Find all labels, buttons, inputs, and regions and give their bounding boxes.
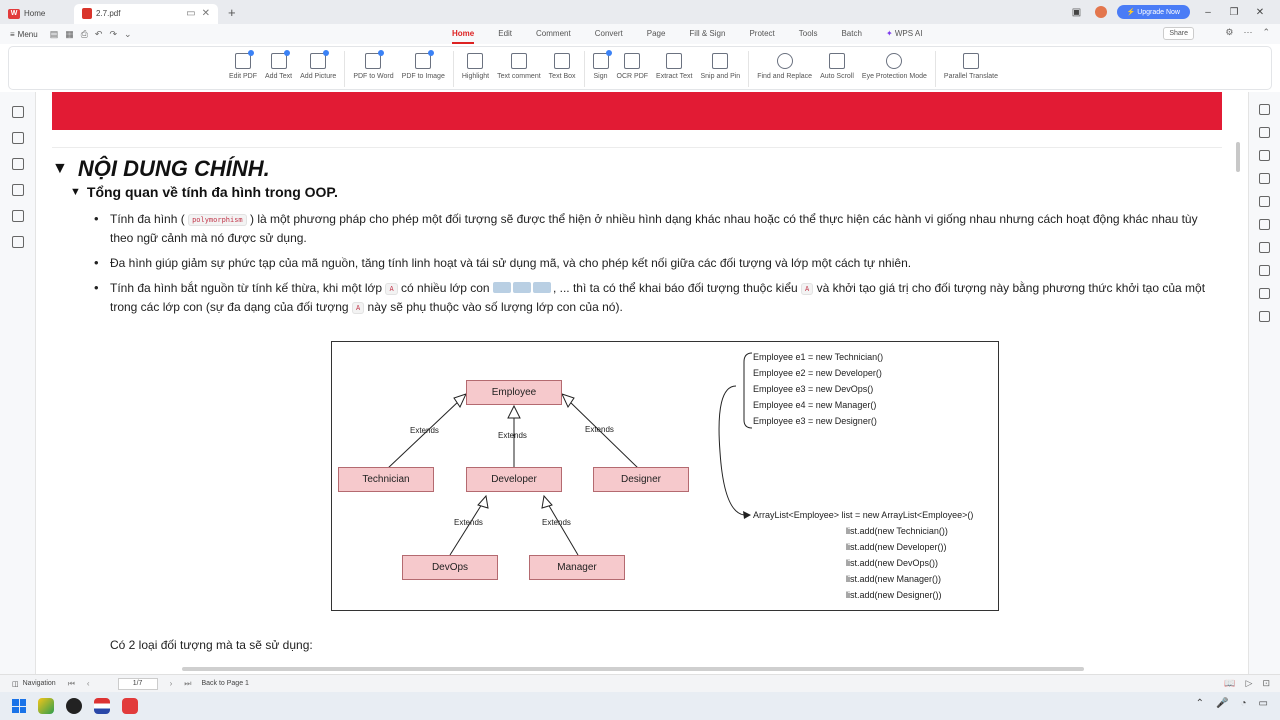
- arrowhead-technician: [454, 394, 466, 407]
- tab-restore-icon[interactable]: ▭: [186, 8, 196, 19]
- pdf-to-image-icon: [415, 53, 431, 69]
- ai-sparkle-icon: ✦: [885, 29, 893, 38]
- app-taskbar-icon[interactable]: [94, 698, 110, 714]
- wps-logo-icon: W: [8, 9, 20, 19]
- arrowhead-list: [743, 511, 751, 519]
- title-bar-right: [1069, 0, 1280, 24]
- find-replace-button[interactable]: [753, 51, 816, 80]
- tab-document-label: 2.7.pdf: [96, 9, 121, 18]
- tab-home[interactable]: [0, 4, 74, 24]
- ribbon-group-annotate: [454, 51, 585, 87]
- add-text-label: Add Text: [265, 73, 293, 80]
- divider: [52, 147, 1222, 148]
- menu-bar-right: [1225, 27, 1270, 38]
- edit-properties-icon[interactable]: [1259, 104, 1270, 115]
- code-line: Employee e3 = new DevOps(): [753, 384, 874, 394]
- ocr-icon: [624, 53, 640, 69]
- tab-page[interactable]: Page: [646, 29, 666, 38]
- bullet-list: [94, 210, 1224, 324]
- app-taskbar-icon[interactable]: [66, 698, 82, 714]
- back-to-page-link[interactable]: Back to Page 1: [201, 680, 249, 687]
- collapse-triangle-icon[interactable]: ▼: [70, 186, 81, 198]
- extract-text-button[interactable]: [652, 51, 696, 80]
- code-line: list.add(new Designer()): [846, 590, 942, 600]
- connector-devops: [450, 504, 482, 555]
- code-block-declarations: [753, 349, 883, 429]
- edit-pdf-label: Edit PDF: [229, 73, 258, 80]
- inline-code: polymorphism: [188, 214, 247, 226]
- text-run: Đa hình giúp giảm sự phức tạp của mã nguồn, tăng tính linh hoạt và tái sử dụng mã, và cho phép kết nối giữa các đối tượng và lớp một cách tự nhiên.: [110, 256, 912, 270]
- sign-label: Sign: [593, 73, 608, 80]
- wifi-icon[interactable]: ◔: [1240, 698, 1247, 709]
- parallel-translate-button[interactable]: [940, 51, 1002, 80]
- bookmark-icon[interactable]: [12, 106, 24, 118]
- inline-code: A: [385, 283, 397, 295]
- pdf-to-image-label: PDF to Image: [401, 73, 445, 80]
- quick-access-toolbar: [50, 29, 132, 40]
- auto-scroll-icon: [829, 53, 845, 69]
- uml-manager: Manager: [529, 555, 625, 580]
- text-run: có nhiều lớp con: [401, 281, 490, 295]
- extends-label: Extends: [498, 431, 527, 440]
- eye-protection-button[interactable]: [858, 51, 931, 80]
- text-box-button[interactable]: [545, 51, 580, 80]
- arrowhead-devops: [478, 496, 488, 508]
- code-line: list.add(new Developer()): [846, 542, 947, 552]
- text-run: Tính đa hình (: [110, 212, 185, 226]
- code-block-list: [846, 523, 948, 603]
- connector-designer: [568, 400, 639, 469]
- tray-expand-icon[interactable]: ⌃: [1195, 698, 1205, 709]
- page-setup-icon[interactable]: [1259, 196, 1270, 207]
- heading-main-text: NỘI DUNG CHÍNH.: [77, 156, 270, 181]
- add-text-button[interactable]: [261, 51, 296, 80]
- scroll-thumb[interactable]: [1236, 142, 1240, 172]
- search-icon[interactable]: [1259, 219, 1270, 230]
- code-line: list.add(new DevOps()): [846, 558, 939, 568]
- minimize-icon[interactable]: –: [1205, 6, 1211, 18]
- first-page-icon[interactable]: ⏮: [67, 678, 75, 688]
- next-page-icon[interactable]: ›: [169, 679, 173, 688]
- uml-diagram: [331, 341, 999, 611]
- navigation-pane-icon: ◫: [12, 680, 19, 688]
- code-line: Employee e4 = new Manager(): [753, 400, 877, 410]
- ocr-pdf-button[interactable]: [613, 51, 653, 80]
- previous-page-icon[interactable]: ‹: [86, 679, 90, 688]
- status-right-controls: [1224, 678, 1270, 689]
- inline-code-chip: [493, 282, 511, 293]
- right-sidebar: [1248, 92, 1280, 674]
- tab-convert[interactable]: Convert: [594, 29, 623, 38]
- add-picture-button[interactable]: [296, 51, 340, 80]
- red-banner: [52, 92, 1222, 130]
- last-page-icon[interactable]: ⏭: [184, 678, 192, 688]
- text-run: và khởi tạo giá trị cho đối tượng này bằng phương thức khởi tạo của một trong các lớp con (sự đa dạng của đối tượng: [110, 281, 1206, 314]
- menu-bar: [0, 24, 1280, 44]
- highlight-label: Highlight: [461, 73, 490, 80]
- ribbon-group-view: [749, 51, 936, 87]
- inline-code: A: [352, 302, 364, 314]
- bracket-top: [744, 353, 752, 428]
- ribbon-group-convert: [345, 51, 454, 87]
- text-run: này sẽ phụ thuộc vào số lượng lớp con của nó).: [367, 300, 623, 314]
- extract-text-icon: [666, 53, 682, 69]
- pdf-to-word-label: PDF to Word: [353, 73, 394, 80]
- sign-button[interactable]: [589, 51, 613, 80]
- window-layout-icon[interactable]: ▣: [1071, 6, 1082, 18]
- code-line: Employee e3 = new Designer(): [753, 416, 877, 426]
- pdf-to-word-icon: [365, 53, 381, 69]
- new-tab-button[interactable]: +: [228, 4, 236, 20]
- list-item: [94, 210, 1224, 247]
- connector-manager: [548, 504, 578, 555]
- arrowhead-designer: [562, 394, 574, 407]
- arrowhead-developer: [508, 406, 520, 418]
- save-icon[interactable]: ▦: [65, 28, 74, 39]
- uml-developer: Developer: [466, 467, 562, 492]
- maximize-icon[interactable]: ❐: [1229, 6, 1239, 18]
- uml-technician: Technician: [338, 467, 434, 492]
- add-picture-icon: [310, 53, 326, 69]
- text-run: , ... thì ta có thể khai báo đối tượng thuộc kiểu: [552, 281, 798, 295]
- ribbon-toolbar: [8, 46, 1272, 90]
- add-picture-label: Add Picture: [300, 73, 337, 80]
- app-taskbar-icon[interactable]: [38, 698, 54, 714]
- title-tab-bar: [0, 0, 1280, 24]
- chevron-down-icon[interactable]: ⌄: [124, 28, 132, 39]
- edit-pdf-icon: [235, 53, 251, 69]
- text-box-icon: [554, 53, 570, 69]
- auto-scroll-label: Auto Scroll: [820, 73, 854, 80]
- text-comment-label: Text comment: [497, 73, 541, 80]
- status-bar: [0, 674, 1280, 692]
- heading-main: [52, 156, 270, 182]
- tab-home-ribbon[interactable]: Home: [440, 24, 486, 44]
- wps-taskbar-icon[interactable]: [122, 698, 138, 714]
- pdf-to-word-button[interactable]: [349, 51, 397, 80]
- fit-page-icon[interactable]: ⊡: [1262, 678, 1270, 688]
- auto-scroll-button[interactable]: [816, 51, 858, 80]
- text-box-label: Text Box: [548, 73, 576, 80]
- windows-start-icon[interactable]: [12, 699, 26, 713]
- uml-designer: Designer: [593, 467, 689, 492]
- highlight-button[interactable]: [458, 51, 493, 80]
- collapse-triangle-icon[interactable]: ▼: [52, 160, 68, 177]
- pdf-file-icon: [82, 8, 92, 19]
- code-line: list.add(new Technician()): [846, 526, 948, 536]
- open-folder-icon[interactable]: ▤: [49, 28, 59, 39]
- tab-comment[interactable]: Comment: [536, 29, 571, 38]
- text-comment-button[interactable]: [493, 51, 545, 80]
- attachment-icon[interactable]: [12, 184, 24, 196]
- horizontal-scrollbar[interactable]: [36, 664, 1236, 674]
- vertical-scrollbar[interactable]: [1234, 92, 1242, 662]
- uml-devops: DevOps: [402, 555, 498, 580]
- inline-code: A: [801, 283, 813, 295]
- inline-code-chip: [533, 282, 551, 293]
- settings-gear-icon[interactable]: ⚙: [1225, 27, 1234, 37]
- find-replace-label: Find and Replace: [757, 73, 813, 80]
- uml-employee: Employee: [466, 380, 562, 405]
- tab-home-label: Home: [24, 9, 46, 18]
- more-options-icon[interactable]: ⋯: [1243, 27, 1253, 37]
- text-comment-icon: [511, 53, 527, 69]
- help-icon[interactable]: [1259, 265, 1270, 276]
- menu-label: Menu: [17, 29, 38, 39]
- system-tray: [1196, 698, 1268, 709]
- share-button[interactable]: Share: [1163, 27, 1194, 40]
- print-icon[interactable]: ⎙: [80, 28, 88, 39]
- ribbon-group-edit: [221, 51, 345, 87]
- document-page: [36, 92, 1236, 664]
- list-item: [94, 254, 1224, 272]
- document-icon[interactable]: [1259, 127, 1270, 138]
- snip-icon: [712, 53, 728, 69]
- redo-icon[interactable]: ↷: [109, 28, 118, 39]
- page-number-input[interactable]: 1/7: [118, 678, 158, 690]
- pen-sign-icon: [593, 53, 609, 69]
- tab-edit[interactable]: Edit: [498, 29, 513, 38]
- os-taskbar: [0, 692, 1280, 720]
- stamp-icon[interactable]: [1259, 150, 1270, 161]
- eye-protection-label: Eye Protection Mode: [861, 73, 927, 80]
- play-icon[interactable]: ▷: [1245, 678, 1253, 688]
- upgrade-now-label: Upgrade Now: [1137, 9, 1180, 16]
- extends-label: Extends: [585, 425, 614, 434]
- highlighter-icon: [467, 53, 483, 69]
- left-sidebar: [0, 92, 36, 674]
- code-line: ArrayList<Employee> list = new ArrayList<Employee>(): [753, 510, 974, 520]
- arrowhead-manager: [542, 496, 552, 508]
- magnifier-icon: [777, 53, 793, 69]
- tab-wps-ai-label: WPS AI: [894, 29, 923, 38]
- collapse-ribbon-icon[interactable]: ⌃: [1262, 27, 1270, 37]
- curve-arrow: [719, 386, 744, 515]
- feedback-icon[interactable]: [1259, 288, 1270, 299]
- add-text-icon: [271, 53, 287, 69]
- inline-code-chip: [513, 282, 531, 293]
- hamburger-icon: ≡: [10, 29, 15, 39]
- extends-label: Extends: [542, 518, 571, 527]
- tab-batch[interactable]: Batch: [841, 29, 862, 38]
- text-run: Tính đa hình bắt nguồn từ tính kế thừa, khi một lớp: [110, 281, 383, 295]
- battery-icon[interactable]: ▭: [1258, 698, 1268, 709]
- text-run: ) là một phương pháp cho phép một đối tượng sẽ được thể hiện ở nhiều hình dạng khác nhau hoặc có thể thực hiện các hành vi giống nhau nhưng cách hoạt động khác nhau tùy theo ngữ cảnh mà nó được sử dụng.: [110, 212, 1198, 245]
- comment-icon[interactable]: [12, 158, 24, 170]
- translate-icon: [963, 53, 979, 69]
- snip-and-pin-label: Snip and Pin: [700, 73, 741, 80]
- navigation-toggle[interactable]: [12, 680, 56, 688]
- code-line: Employee e2 = new Developer(): [753, 368, 882, 378]
- upgrade-now-button[interactable]: ⚡ Upgrade Now: [1117, 5, 1190, 19]
- ribbon-group-translate: [936, 51, 1006, 87]
- snip-and-pin-button[interactable]: [696, 51, 744, 80]
- tab-tools[interactable]: Tools: [798, 29, 818, 38]
- paragraph-object-types: Có 2 loại đối tượng mà ta sẽ sử dụng:: [110, 638, 313, 652]
- extends-label: Extends: [454, 518, 483, 527]
- tab-fill-sign[interactable]: Fill & Sign: [689, 29, 726, 38]
- code-line: list.add(new Manager()): [846, 574, 942, 584]
- extends-label: Extends: [410, 426, 439, 435]
- thumbnail-icon[interactable]: [12, 132, 24, 144]
- microphone-icon[interactable]: 🎤: [1216, 698, 1229, 709]
- translate-panel-icon[interactable]: [1259, 242, 1270, 253]
- tab-document[interactable]: [74, 4, 218, 24]
- tab-close-icon[interactable]: ✕: [201, 8, 210, 19]
- layers-icon[interactable]: [12, 236, 24, 248]
- menu-button[interactable]: [10, 30, 38, 39]
- compare-icon[interactable]: [1259, 173, 1270, 184]
- more-icon[interactable]: [1259, 311, 1270, 322]
- scroll-thumb[interactable]: [182, 667, 1084, 671]
- ocr-pdf-label: OCR PDF: [616, 73, 649, 80]
- ribbon-tabs: [440, 24, 934, 44]
- heading-overview-text: Tổng quan về tính đa hình trong OOP.: [86, 184, 338, 200]
- avatar[interactable]: [1095, 6, 1107, 18]
- read-mode-icon[interactable]: 📖: [1224, 678, 1236, 688]
- undo-icon[interactable]: ↶: [94, 28, 103, 39]
- heading-overview: [70, 184, 338, 200]
- edit-pdf-button[interactable]: [225, 51, 261, 80]
- code-line: Employee e1 = new Technician(): [753, 352, 884, 362]
- eye-icon: [886, 53, 902, 69]
- parallel-translate-label: Parallel Translate: [943, 73, 998, 80]
- signature-icon[interactable]: [12, 210, 24, 222]
- close-window-icon[interactable]: ✕: [1255, 6, 1265, 18]
- tab-wps-ai[interactable]: [874, 24, 935, 44]
- ribbon-group-tools: [585, 51, 750, 87]
- tab-protect[interactable]: Protect: [749, 29, 775, 38]
- pdf-to-image-button[interactable]: [398, 51, 449, 80]
- list-item: [94, 279, 1224, 317]
- navigation-label: Navigation: [22, 680, 56, 687]
- extract-text-label: Extract Text: [656, 73, 693, 80]
